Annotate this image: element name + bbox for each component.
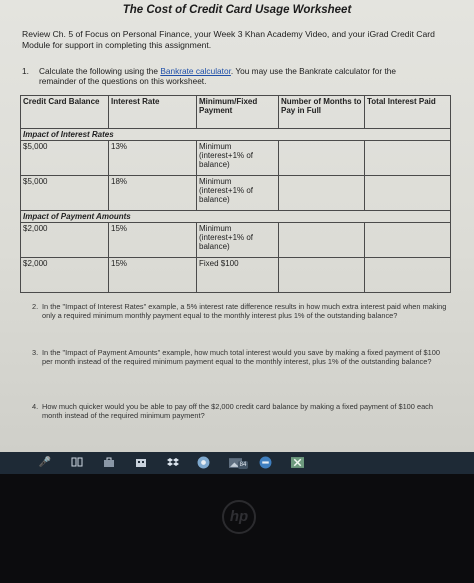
cell-months-input[interactable] [279,223,365,258]
table-row [21,258,451,293]
document-title: The Cost of Credit Card Usage Worksheet [122,4,352,16]
question-2-number: 2. [32,302,39,311]
cell-total-interest-input[interactable] [365,258,451,293]
table-header-row [21,96,451,129]
header-payment: Minimum/Fixed Payment [197,96,279,129]
cell-payment: Minimum (interest+1% of balance) [197,141,279,176]
cell-months-input[interactable] [279,258,365,293]
cell-rate: 18% [109,176,197,211]
question-1-continuation: remainder of the questions on this worksheet. [39,76,207,86]
hp-logo: hp [222,500,256,534]
question-1 [22,66,462,86]
question-1-number: 1. [22,66,29,76]
cell-rate: 13% [109,141,197,176]
cell-payment: Fixed $100 [197,258,279,293]
worksheet-table-container [20,95,450,291]
laptop-bezel [0,474,474,583]
header-interest-rate: Interest Rate [109,96,197,129]
table-row [21,141,451,176]
question-4 [32,402,448,420]
cell-balance: $2,000 [21,223,109,258]
cell-total-interest-input[interactable] [365,223,451,258]
store-bag-icon[interactable] [134,456,148,470]
header-total-interest: Total Interest Paid [365,96,451,129]
cell-total-interest-input[interactable] [365,176,451,211]
cell-balance: $5,000 [21,141,109,176]
question-1-suffix: . You may use the Bankrate calculator for the [230,66,397,76]
cell-total-interest-input[interactable] [365,141,451,176]
cell-payment: Minimum (interest+1% of balance) [197,176,279,211]
cell-rate: 15% [109,258,197,293]
bankrate-calculator-link[interactable]: Bankrate calculator [160,66,231,76]
question-2-text: In the "Impact of Interest Rates" example, a 5% interest rate difference results in how much extra interest paid when making only a required minimum monthly payment equal to the monthly interest plus 1% of the outstanding balance? [42,302,447,321]
question-3 [32,348,448,366]
section-row-payment-amounts [21,211,451,223]
cell-months-input[interactable] [279,176,365,211]
chrome-icon[interactable] [196,456,210,470]
section-interest-rates: Impact of Interest Rates [21,129,451,141]
table-row [21,223,451,258]
store-icon[interactable] [102,456,116,470]
worksheet-table [20,95,451,293]
section-payment-amounts: Impact of Payment Amounts [21,211,451,223]
windows-taskbar [0,452,474,474]
task-view-icon[interactable] [70,456,84,470]
cell-rate: 15% [109,223,197,258]
question-1-prefix: Calculate the following using the [39,66,161,76]
question-2 [32,302,448,320]
cell-balance: $2,000 [21,258,109,293]
section-row-interest-rates [21,129,451,141]
edge-icon[interactable] [258,456,272,470]
question-4-number: 4. [32,402,39,411]
question-4-text: How much quicker would you be able to pay off the $2,000 credit card balance by making a fixed payment of $100 each month instead of the required minimum payment? [42,402,433,421]
excel-icon[interactable] [290,456,304,470]
header-months: Number of Months to Pay in Full [279,96,365,129]
header-balance: Credit Card Balance [21,96,109,129]
notification-badge: 84 [239,462,247,468]
question-3-text: In the "Impact of Payment Amounts" example, how much total interest would you save by making a fixed payment of $100 per month instead of the required minimum payment equal to the monthly interest, plus 1% of the outstanding balance? [42,348,440,367]
dropbox-icon[interactable] [166,456,180,470]
cell-payment: Minimum (interest+1% of balance) [197,223,279,258]
table-row [21,176,451,211]
mic-icon[interactable]: 🎤 [38,457,52,468]
cell-balance: $5,000 [21,176,109,211]
review-instructions: Review Ch. 5 of Focus on Personal Finance, your Week 3 Khan Academy Video, and your iGrad Credit Card Module for support in completing this assignment. [22,29,435,50]
cell-months-input[interactable] [279,141,365,176]
question-3-number: 3. [32,348,39,357]
